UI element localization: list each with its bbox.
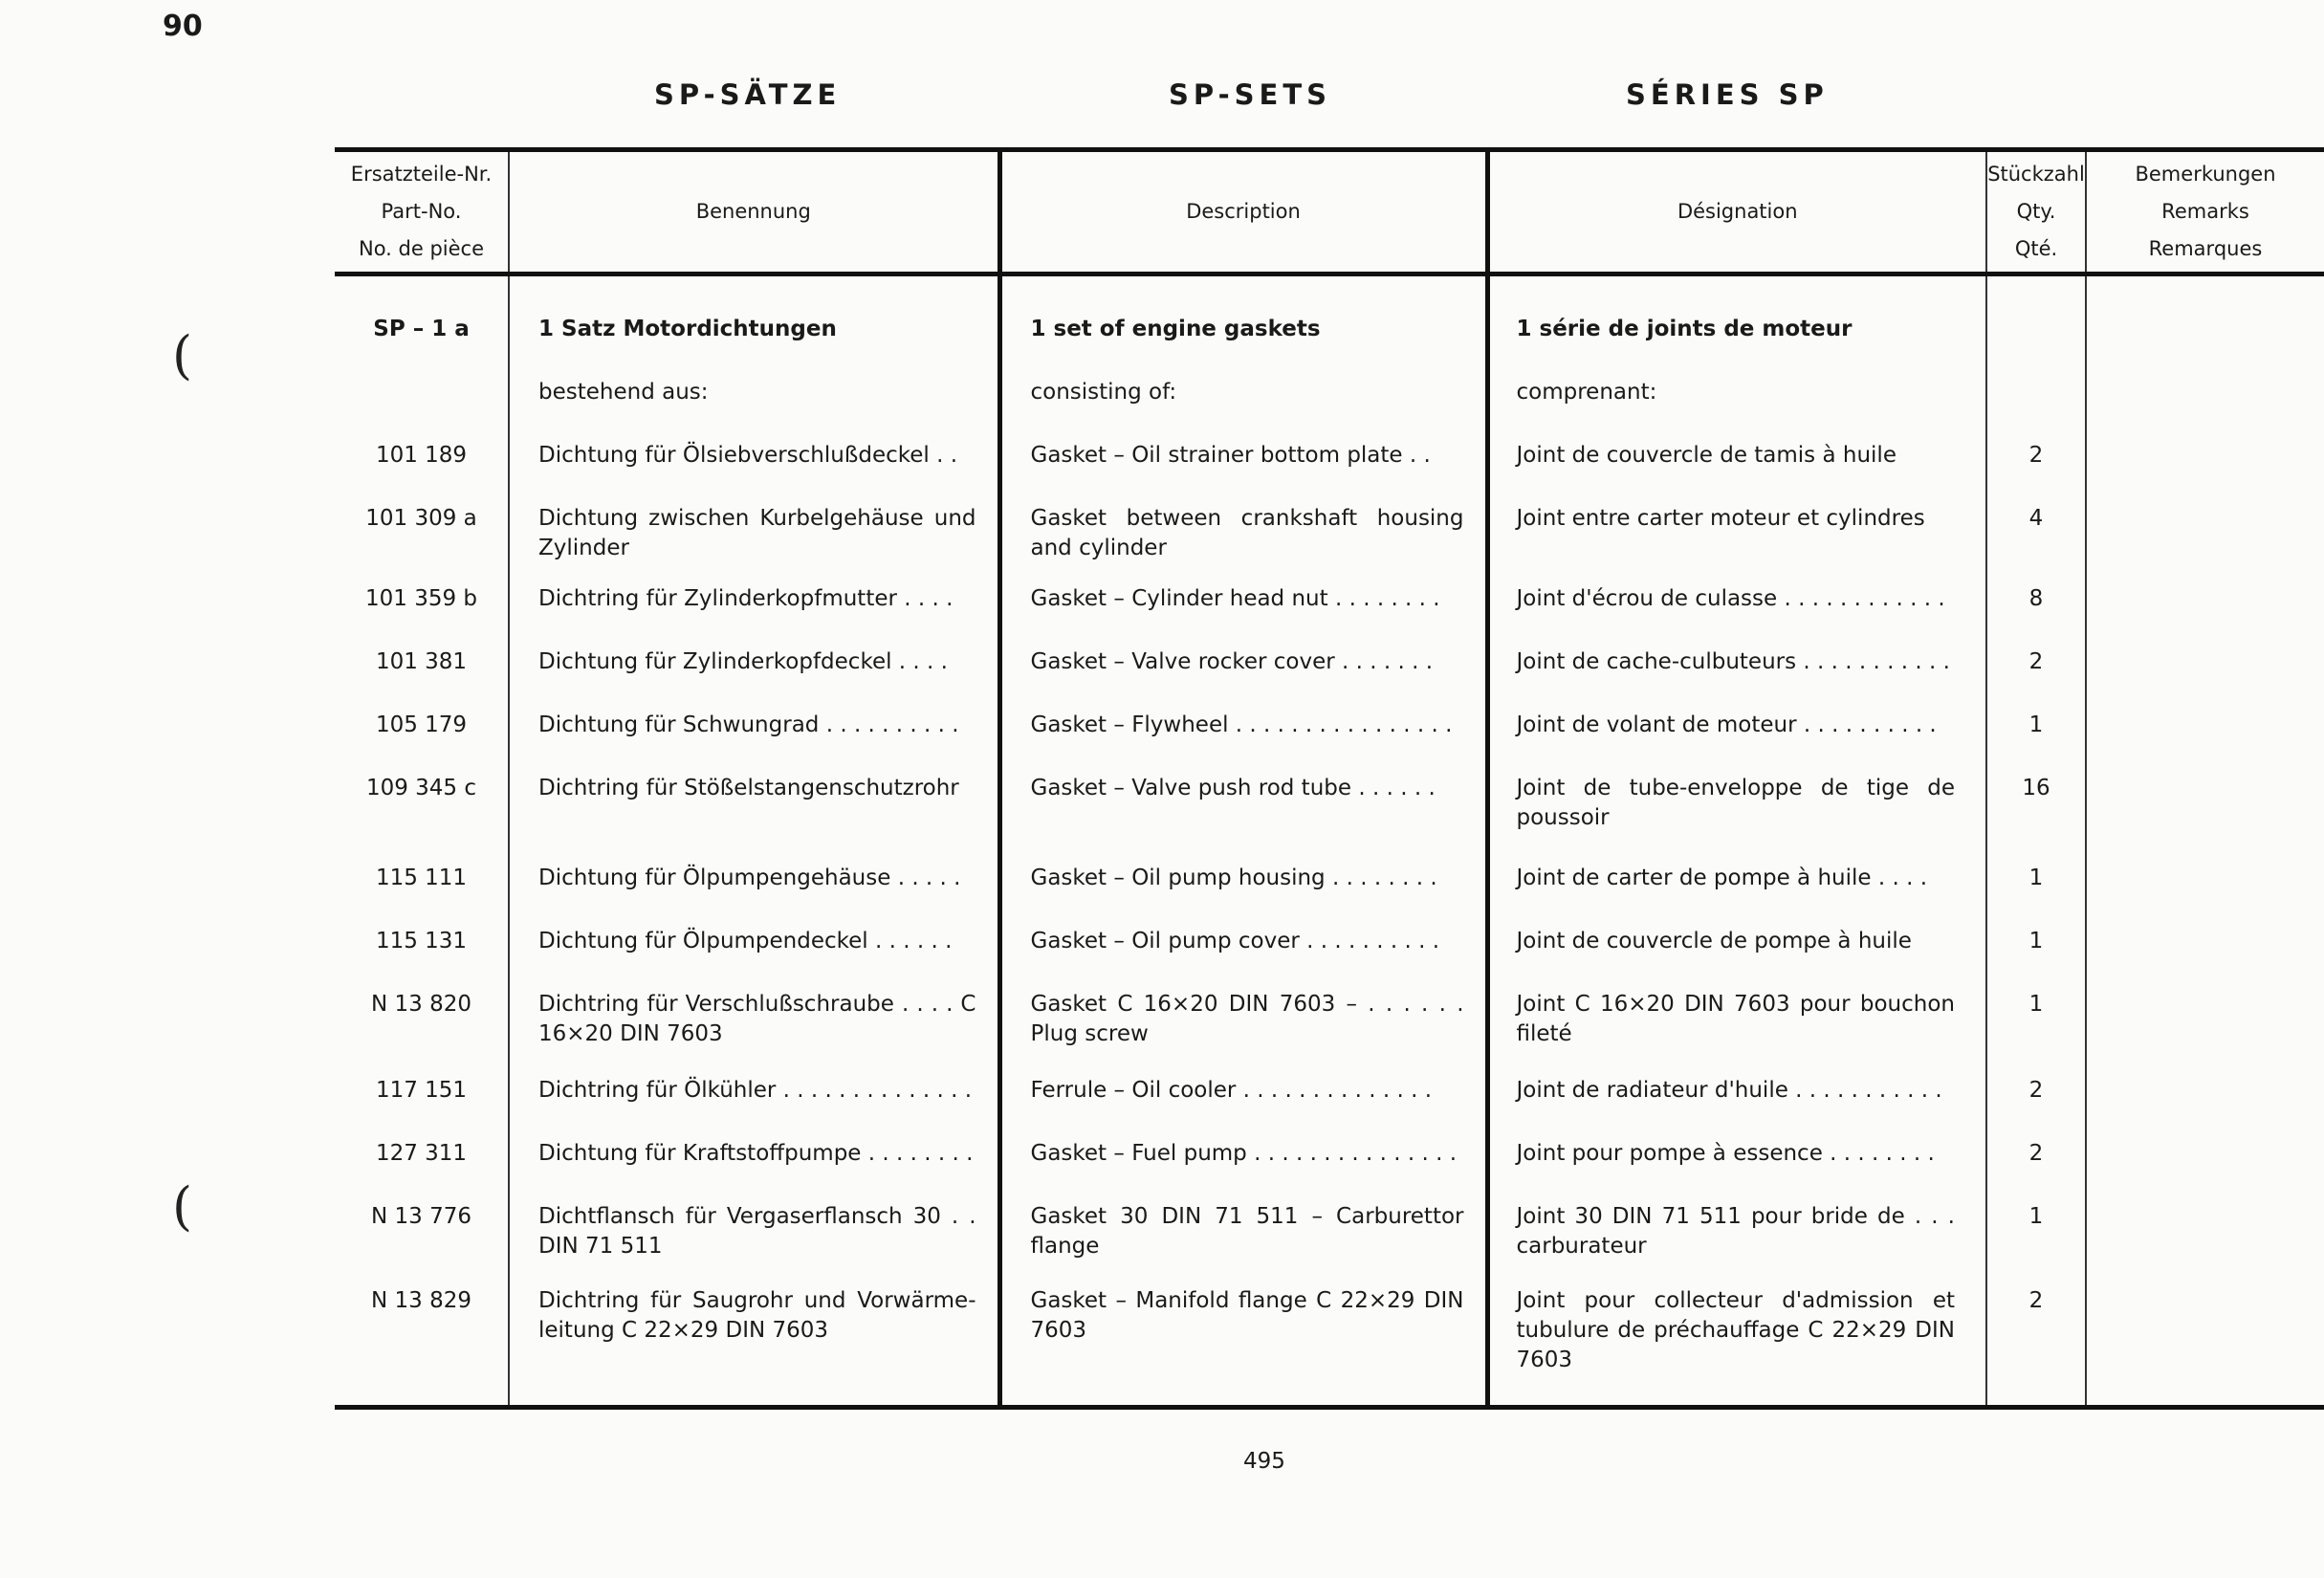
part-no-cell xyxy=(335,378,509,441)
parts-table xyxy=(335,147,2324,1410)
designation-cell: Joint pour collecteur d'admission et tubulure de préchauffage C 22×29 DIN 7603 xyxy=(1487,1286,1986,1380)
remarks-cell xyxy=(2086,864,2324,927)
table-row xyxy=(335,711,2324,774)
description-cell: Gasket between crankshaft housing and cylinder xyxy=(999,504,1487,584)
designation-cell: Joint de tube-enveloppe de tige de poussoir xyxy=(1487,774,1986,864)
qty-cell: 16 xyxy=(1986,774,2086,864)
header-description: Description xyxy=(999,150,1487,274)
description-cell: Gasket – Valve rocker cover . . . . . . . xyxy=(999,647,1487,711)
part-no-cell: 109 345 c xyxy=(335,774,509,864)
qty-cell: 1 xyxy=(1986,864,2086,927)
header-qty-de: Stückzahl xyxy=(1987,163,2085,186)
header-remarks xyxy=(2086,150,2324,274)
qty-cell: 4 xyxy=(1986,504,2086,584)
margin-mark-upper: ( xyxy=(172,325,193,385)
designation-cell: Joint 30 DIN 71 511 pour bride de . . . carburateur xyxy=(1487,1202,1986,1286)
header-qty-en: Qty. xyxy=(2016,200,2056,223)
heading-german: SP-SÄTZE xyxy=(654,78,842,111)
description-cell: Ferrule – Oil cooler . . . . . . . . . . . . . . xyxy=(999,1076,1487,1139)
remarks-cell xyxy=(2086,315,2324,378)
remarks-cell xyxy=(2086,927,2324,990)
benennung-cell: Dichtung für Ölpumpendeckel . . . . . . xyxy=(509,927,999,990)
table-row xyxy=(335,864,2324,927)
qty-cell: 8 xyxy=(1986,584,2086,647)
benennung-cell: Dichtflansch für Vergaserflansch 30 . . DIN 71 511 xyxy=(509,1202,999,1286)
heading-english: SP-SETS xyxy=(1169,78,1332,111)
header-designation: Désignation xyxy=(1487,150,1986,274)
description-cell: Gasket C 16×20 DIN 7603 – . . . . . . Plug screw xyxy=(999,990,1487,1076)
qty-cell xyxy=(1986,378,2086,441)
remarks-cell xyxy=(2086,711,2324,774)
remarks-cell xyxy=(2086,774,2324,864)
part-no-cell: 115 111 xyxy=(335,864,509,927)
benennung-cell: Dichtring für Verschlußschraube . . . . C 16×20 DIN 7603 xyxy=(509,990,999,1076)
benennung-cell: Dichtring für Saugrohr und Vorwärme-leitung C 22×29 DIN 7603 xyxy=(509,1286,999,1380)
remarks-cell xyxy=(2086,647,2324,711)
page-number-top: 90 xyxy=(163,10,203,43)
description-cell: Gasket – Flywheel . . . . . . . . . . . . . . . . xyxy=(999,711,1487,774)
designation-cell: Joint de radiateur d'huile . . . . . . . . . . . xyxy=(1487,1076,1986,1139)
header-remarks-en: Remarks xyxy=(2161,200,2249,223)
benennung-cell: Dichtung für Ölpumpengehäuse . . . . . xyxy=(509,864,999,927)
description-cell: 1 set of engine gaskets xyxy=(999,315,1487,378)
part-no-cell: 101 309 a xyxy=(335,504,509,584)
table-row xyxy=(335,1202,2324,1286)
remarks-cell xyxy=(2086,378,2324,441)
remarks-cell xyxy=(2086,1139,2324,1202)
description-cell: Gasket 30 DIN 71 511 – Carburettor flange xyxy=(999,1202,1487,1286)
header-part-no xyxy=(335,150,509,274)
designation-cell: Joint d'écrou de culasse . . . . . . . . . . . . xyxy=(1487,584,1986,647)
table-row xyxy=(335,927,2324,990)
table-row xyxy=(335,378,2324,441)
remarks-cell xyxy=(2086,1076,2324,1139)
designation-cell: Joint de carter de pompe à huile . . . . xyxy=(1487,864,1986,927)
benennung-cell: Dichtring für Zylinderkopfmutter . . . . xyxy=(509,584,999,647)
description-cell: Gasket – Fuel pump . . . . . . . . . . . . . . . xyxy=(999,1139,1487,1202)
description-cell: Gasket – Manifold flange C 22×29 DIN 7603 xyxy=(999,1286,1487,1380)
designation-cell: 1 série de joints de moteur xyxy=(1487,315,1986,378)
remarks-cell xyxy=(2086,1202,2324,1286)
qty-cell: 1 xyxy=(1986,711,2086,774)
benennung-cell: Dichtung zwischen Kurbelgehäuse und Zylinder xyxy=(509,504,999,584)
benennung-cell: Dichtring für Stößelstangenschutzrohr xyxy=(509,774,999,864)
part-no-cell: N 13 776 xyxy=(335,1202,509,1286)
part-no-cell: 101 381 xyxy=(335,647,509,711)
qty-cell: 1 xyxy=(1986,1202,2086,1286)
table-row xyxy=(335,1286,2324,1380)
part-no-cell: 101 359 b xyxy=(335,584,509,647)
description-cell: consisting of: xyxy=(999,378,1487,441)
qty-cell: 2 xyxy=(1986,1076,2086,1139)
part-no-cell: 117 151 xyxy=(335,1076,509,1139)
margin-mark-lower: ( xyxy=(172,1176,193,1237)
table-spacer-row xyxy=(335,274,2324,316)
header-qty-fr: Qté. xyxy=(2014,237,2058,260)
designation-cell: comprenant: xyxy=(1487,378,1986,441)
part-no-cell: N 13 829 xyxy=(335,1286,509,1380)
table-row xyxy=(335,1139,2324,1202)
qty-cell: 2 xyxy=(1986,441,2086,504)
benennung-cell: Dichtung für Kraftstoffpumpe . . . . . . . . xyxy=(509,1139,999,1202)
description-cell: Gasket – Oil pump cover . . . . . . . . . . xyxy=(999,927,1487,990)
description-cell: Gasket – Cylinder head nut . . . . . . . . xyxy=(999,584,1487,647)
benennung-cell: Dichtung für Ölsiebverschlußdeckel . . xyxy=(509,441,999,504)
description-cell: Gasket – Oil pump housing . . . . . . . . xyxy=(999,864,1487,927)
part-no-cell: 127 311 xyxy=(335,1139,509,1202)
designation-cell: Joint entre carter moteur et cylindres xyxy=(1487,504,1986,584)
description-cell: Gasket – Oil strainer bottom plate . . xyxy=(999,441,1487,504)
header-benennung: Benennung xyxy=(509,150,999,274)
header-part-no-de: Ersatzteile-Nr. xyxy=(350,163,493,186)
heading-french: SÉRIES SP xyxy=(1626,78,1829,111)
part-no-cell: SP – 1 a xyxy=(335,315,509,378)
qty-cell: 2 xyxy=(1986,1286,2086,1380)
part-no-cell: 101 189 xyxy=(335,441,509,504)
remarks-cell xyxy=(2086,1286,2324,1380)
part-no-cell: 115 131 xyxy=(335,927,509,990)
remarks-cell xyxy=(2086,990,2324,1076)
qty-cell: 2 xyxy=(1986,647,2086,711)
qty-cell: 2 xyxy=(1986,1139,2086,1202)
designation-cell: Joint de couvercle de tamis à huile xyxy=(1487,441,1986,504)
table-row xyxy=(335,1076,2324,1139)
header-part-no-en: Part-No. xyxy=(381,200,462,223)
table-row xyxy=(335,441,2324,504)
designation-cell: Joint C 16×20 DIN 7603 pour bouchon fileté xyxy=(1487,990,1986,1076)
remarks-cell xyxy=(2086,504,2324,584)
benennung-cell: Dichtring für Ölkühler . . . . . . . . . . . . . . xyxy=(509,1076,999,1139)
remarks-cell xyxy=(2086,441,2324,504)
table-row xyxy=(335,647,2324,711)
benennung-cell: bestehend aus: xyxy=(509,378,999,441)
header-remarks-de: Bemerkungen xyxy=(2135,163,2276,186)
designation-cell: Joint de couvercle de pompe à huile xyxy=(1487,927,1986,990)
designation-cell: Joint de cache-culbuteurs . . . . . . . . . . . xyxy=(1487,647,1986,711)
header-part-no-fr: No. de pièce xyxy=(358,237,484,260)
part-no-cell: 105 179 xyxy=(335,711,509,774)
benennung-cell: Dichtung für Schwungrad . . . . . . . . . . xyxy=(509,711,999,774)
table-row xyxy=(335,504,2324,584)
table-row xyxy=(335,774,2324,864)
header-qty xyxy=(1986,150,2086,274)
benennung-cell: 1 Satz Motordichtungen xyxy=(509,315,999,378)
benennung-cell: Dichtung für Zylinderkopfdeckel . . . . xyxy=(509,647,999,711)
table-header-row xyxy=(335,150,2324,274)
qty-cell: 1 xyxy=(1986,990,2086,1076)
page-number-bottom: 495 xyxy=(1243,1449,1285,1474)
qty-cell xyxy=(1986,315,2086,378)
qty-cell: 1 xyxy=(1986,927,2086,990)
designation-cell: Joint de volant de moteur . . . . . . . . . . xyxy=(1487,711,1986,774)
table-row xyxy=(335,584,2324,647)
table-row xyxy=(335,990,2324,1076)
header-remarks-fr: Remarques xyxy=(2148,237,2263,260)
description-cell: Gasket – Valve push rod tube . . . . . . xyxy=(999,774,1487,864)
table-row xyxy=(335,315,2324,378)
part-no-cell: N 13 820 xyxy=(335,990,509,1076)
remarks-cell xyxy=(2086,584,2324,647)
designation-cell: Joint pour pompe à essence . . . . . . . . xyxy=(1487,1139,1986,1202)
table-end-row xyxy=(335,1380,2324,1408)
